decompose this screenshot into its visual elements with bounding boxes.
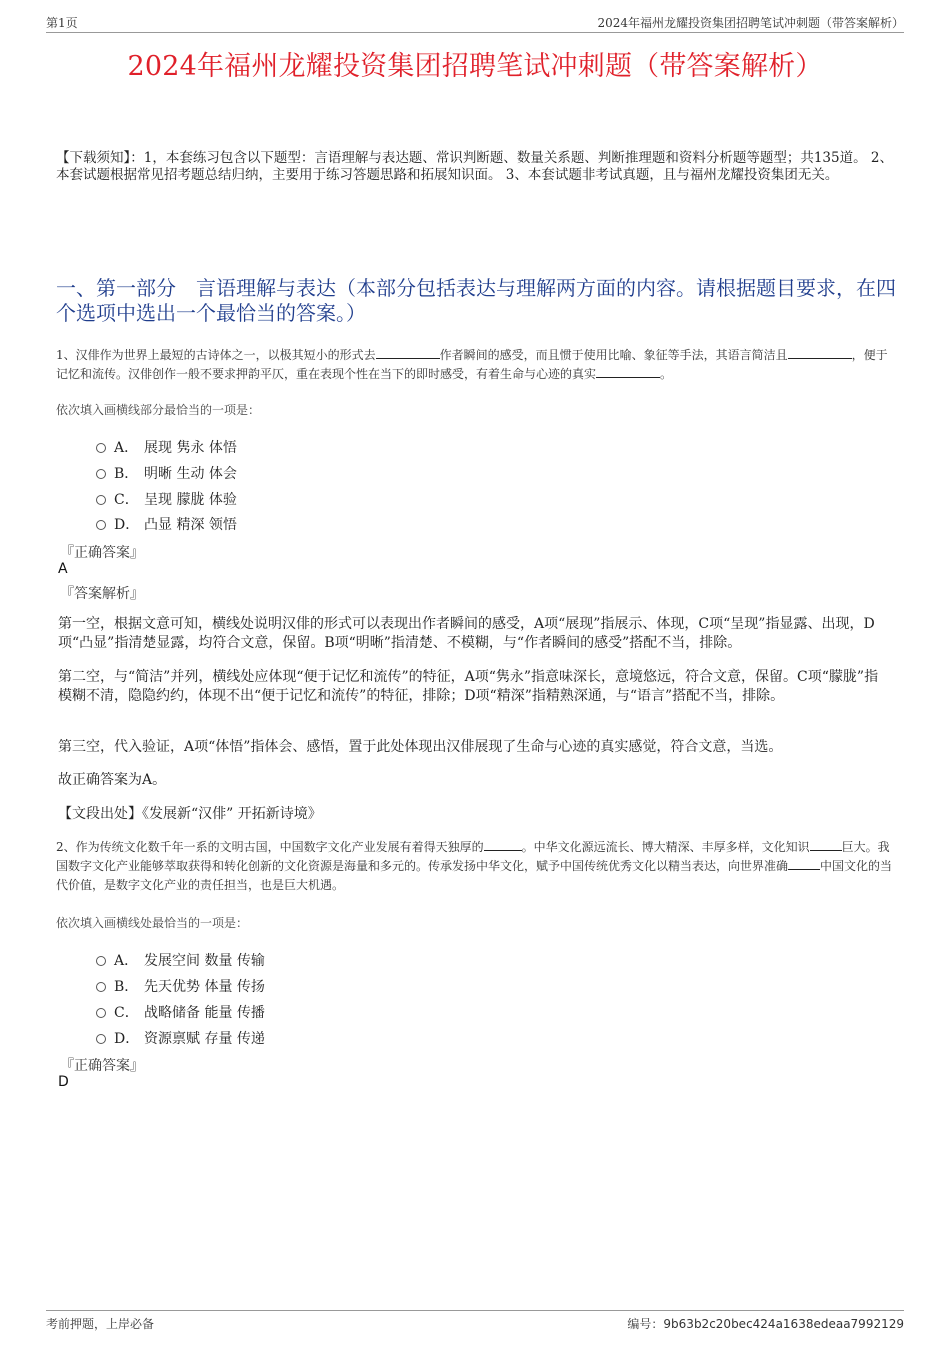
radio-icon[interactable] [96,495,106,505]
q2-answer: D [58,1074,69,1090]
q1-option-c[interactable]: C． 呈现 朦胧 体验 [96,489,237,509]
q2-answer-label: 『正确答案』 [60,1058,144,1074]
q1-option-b[interactable]: B． 明晰 生动 体会 [96,463,237,483]
page-header [46,14,904,33]
q2-stem-part: 中国文化的当代价值，是数字文化产业的责任担当，也是巨大机遇。 [56,859,893,892]
q1-analysis-label: 『答案解析』 [60,586,144,602]
q2-stem-part: 巨大。我国数字文化产业能够萃取获得和转化创新的文化资源是海量和多元的。传承发扬中华文化，赋予中国传统优秀文化以精当表达，向世界准确 [56,840,890,873]
q2-stem-part: 。中华文化源远流长、博大精深、丰厚多样，文化知识 [521,840,810,854]
q1-analysis-para: 第二空，与“简洁”并列，横线处应体现“便于记忆和流传”的特征，A项“隽永”指意味深长，意境悠远，符合文意，保留。C项“朦胧”指模糊不清，隐隐约约，体现不出“便于记忆和流传”的特征，排除；D项“精深”指精熟深通，与“语言”搭配不当，排除。 [58,669,879,704]
q1-instruction: 依次填入画横线部分最恰当的一项是： [56,403,261,417]
question-2-stem [56,838,896,895]
download-notice: 【下载须知】：1，本套练习包含以下题型：言语理解与表达题、常识判断题、数量关系题、判断推理题和资料分析题等题型；共135道。 2、本套试题根据常见招考题总结归纳，主要用于练习答题思路和拓展知识面。 3、本套试题非考试真题，且与福州龙耀投资集团无关。 [56,150,893,183]
q1-analysis-para: 第三空，代入验证，A项“体悟”指体会、感悟，置于此处体现出汉俳展现了生命与心迹的真实感觉，符合文意，当选。 [58,739,783,755]
q1-source: 【文段出处】《发展新“汉俳” 开拓新诗境》 [58,806,322,822]
q1-answer: A [58,561,68,577]
radio-icon[interactable] [96,956,106,966]
page-number: 第1页 [46,16,78,30]
q2-stem-part: 2、作为传统文化数千年一系的文明古国，中国数字文化产业发展有着得天独厚的 [56,840,484,854]
blank-line [596,365,660,378]
blank-line [788,346,852,359]
q1-stem-part: ，便于记忆和流传。汉俳创作一般不要求押韵平仄，重在表现个性在当下的即时感受，有着生命与心迹的真实 [56,348,888,381]
page-footer [46,1310,904,1331]
question-1-stem [56,346,896,384]
q1-option-d[interactable]: D． 凸显 精深 领悟 [96,514,237,534]
radio-icon[interactable] [96,443,106,453]
blank-line [484,838,522,851]
q1-option-a[interactable]: A． 展现 隽永 体悟 [96,437,237,457]
document-title: 2024年福州龙耀投资集团招聘笔试冲刺题（带答案解析） [127,51,823,82]
q1-stem-part: 1、汉俳作为世界上最短的古诗体之一，以极其短小的形式去 [56,348,376,362]
radio-icon[interactable] [96,1008,106,1018]
q2-option-c[interactable]: C． 战略储备 能量 传播 [96,1002,265,1022]
q1-stem-part: 作者瞬间的感受，而且惯于使用比喻、象征等手法，其语言简洁且 [439,348,788,362]
radio-icon[interactable] [96,520,106,530]
q2-option-d[interactable]: D． 资源禀赋 存量 传递 [96,1028,265,1048]
q1-answer-label: 『正确答案』 [60,545,144,561]
q2-option-b[interactable]: B． 先天优势 体量 传扬 [96,976,265,996]
q2-option-a[interactable]: A． 发展空间 数量 传输 [96,950,265,970]
section-heading: 一、第一部分 言语理解与表达（本部分包括表达与理解两方面的内容。请根据题目要求，在四个选项中选出一个最恰当的答案。） [56,276,896,325]
radio-icon[interactable] [96,469,106,479]
q1-analysis-para: 第一空，根据文意可知，横线处说明汉俳的形式可以表现出作者瞬间的感受，A项“展现”指展示、体现，C项“呈现”指显露、出现，D项“凸显”指清楚显露，均符合文意，保留。B项“明晰”指清楚、不模糊，与“作者瞬间的感受”搭配不当，排除。 [58,616,875,651]
blank-line [810,838,842,851]
q1-stem-part: 。 [660,367,673,381]
radio-icon[interactable] [96,1034,106,1044]
header-doc-title: 2024年福州龙耀投资集团招聘笔试冲刺题（带答案解析） [597,16,904,30]
blank-line [376,346,440,359]
footer-code: 编号：9b63b2c20bec424a1638edeaa7992129 [627,1317,904,1331]
blank-line [788,857,820,870]
q2-instruction: 依次填入画横线处最恰当的一项是： [56,916,249,930]
footer-slogan: 考前押题，上岸必备 [46,1317,155,1331]
radio-icon[interactable] [96,982,106,992]
q1-conclusion: 故正确答案为A。 [58,772,167,788]
